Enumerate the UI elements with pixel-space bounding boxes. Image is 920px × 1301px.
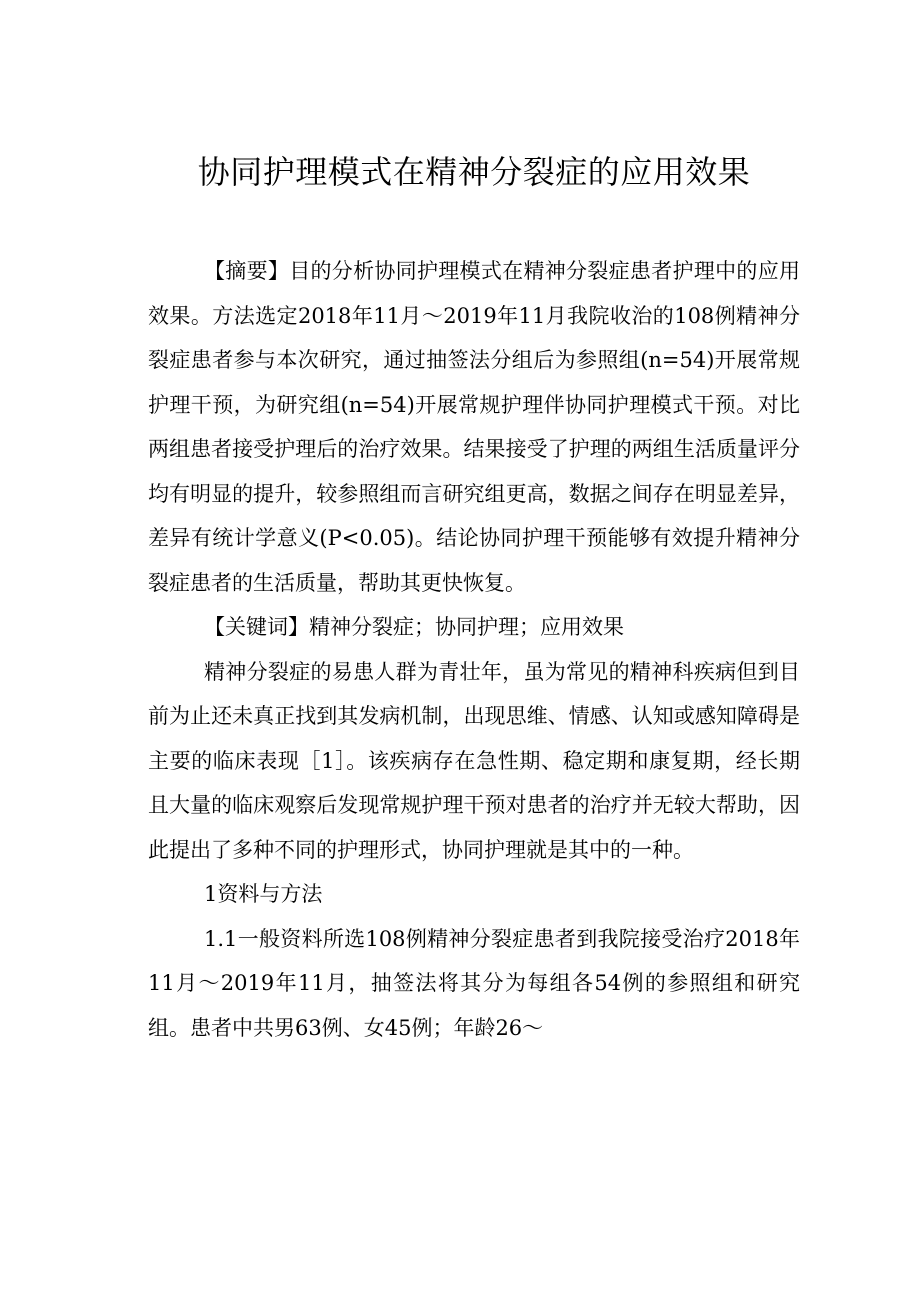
article-title: 协同护理模式在精神分裂症的应用效果 xyxy=(197,153,751,191)
section-heading: 1资料与方法 xyxy=(204,882,323,906)
abstract-text: 目的分析协同护理模式在精神分裂症患者护理中的应用效果。方法选定2018年11月～2019年11月我院收治的108例精神分裂症患者参与本次研究，通过抽签法分组后为参照组(n=54)开展常规护理干预，为研究组(n=54)开展常规护理伴协同护理模式干预。对比两组患者接受护理后的治疗效果。结果接受了护理的两组生活质量评分均有明显的提升，较参照组而言研究组更高，数据之间存在明显差异，差异有统计学意义(P<0.05)。结论协同护理干预能够有效提升精神分裂症患者的生活质量，帮助其更快恢复。 xyxy=(148,259,801,595)
keywords-label: 【关键词】 xyxy=(204,615,309,639)
abstract-label: 【摘要】 xyxy=(204,259,290,283)
document-page xyxy=(148,150,800,1050)
abstract-paragraph xyxy=(148,249,800,605)
keywords-paragraph xyxy=(148,605,800,650)
intro-paragraph: 精神分裂症的易患人群为青壮年，虽为常见的精神科疾病但到目前为止还未真正找到其发病机制，出现思维、情感、认知或感知障碍是主要的临床表现［1］。该疾病存在急性期、稳定期和康复期，经长期且大量的临床观察后发现常规护理干预对患者的治疗并无较大帮助，因此提出了多种不同的护理形式，协同护理就是其中的一种。 xyxy=(148,659,800,862)
section-1-1-paragraph: 1.1一般资料所选108例精神分裂症患者到我院接受治疗2018年11月～2019年11月，抽签法将其分为每组各54例的参照组和研究组。患者中共男63例、女45例；年龄26～ xyxy=(148,926,800,1040)
keywords-text: 精神分裂症；协同护理；应用效果 xyxy=(309,615,624,639)
